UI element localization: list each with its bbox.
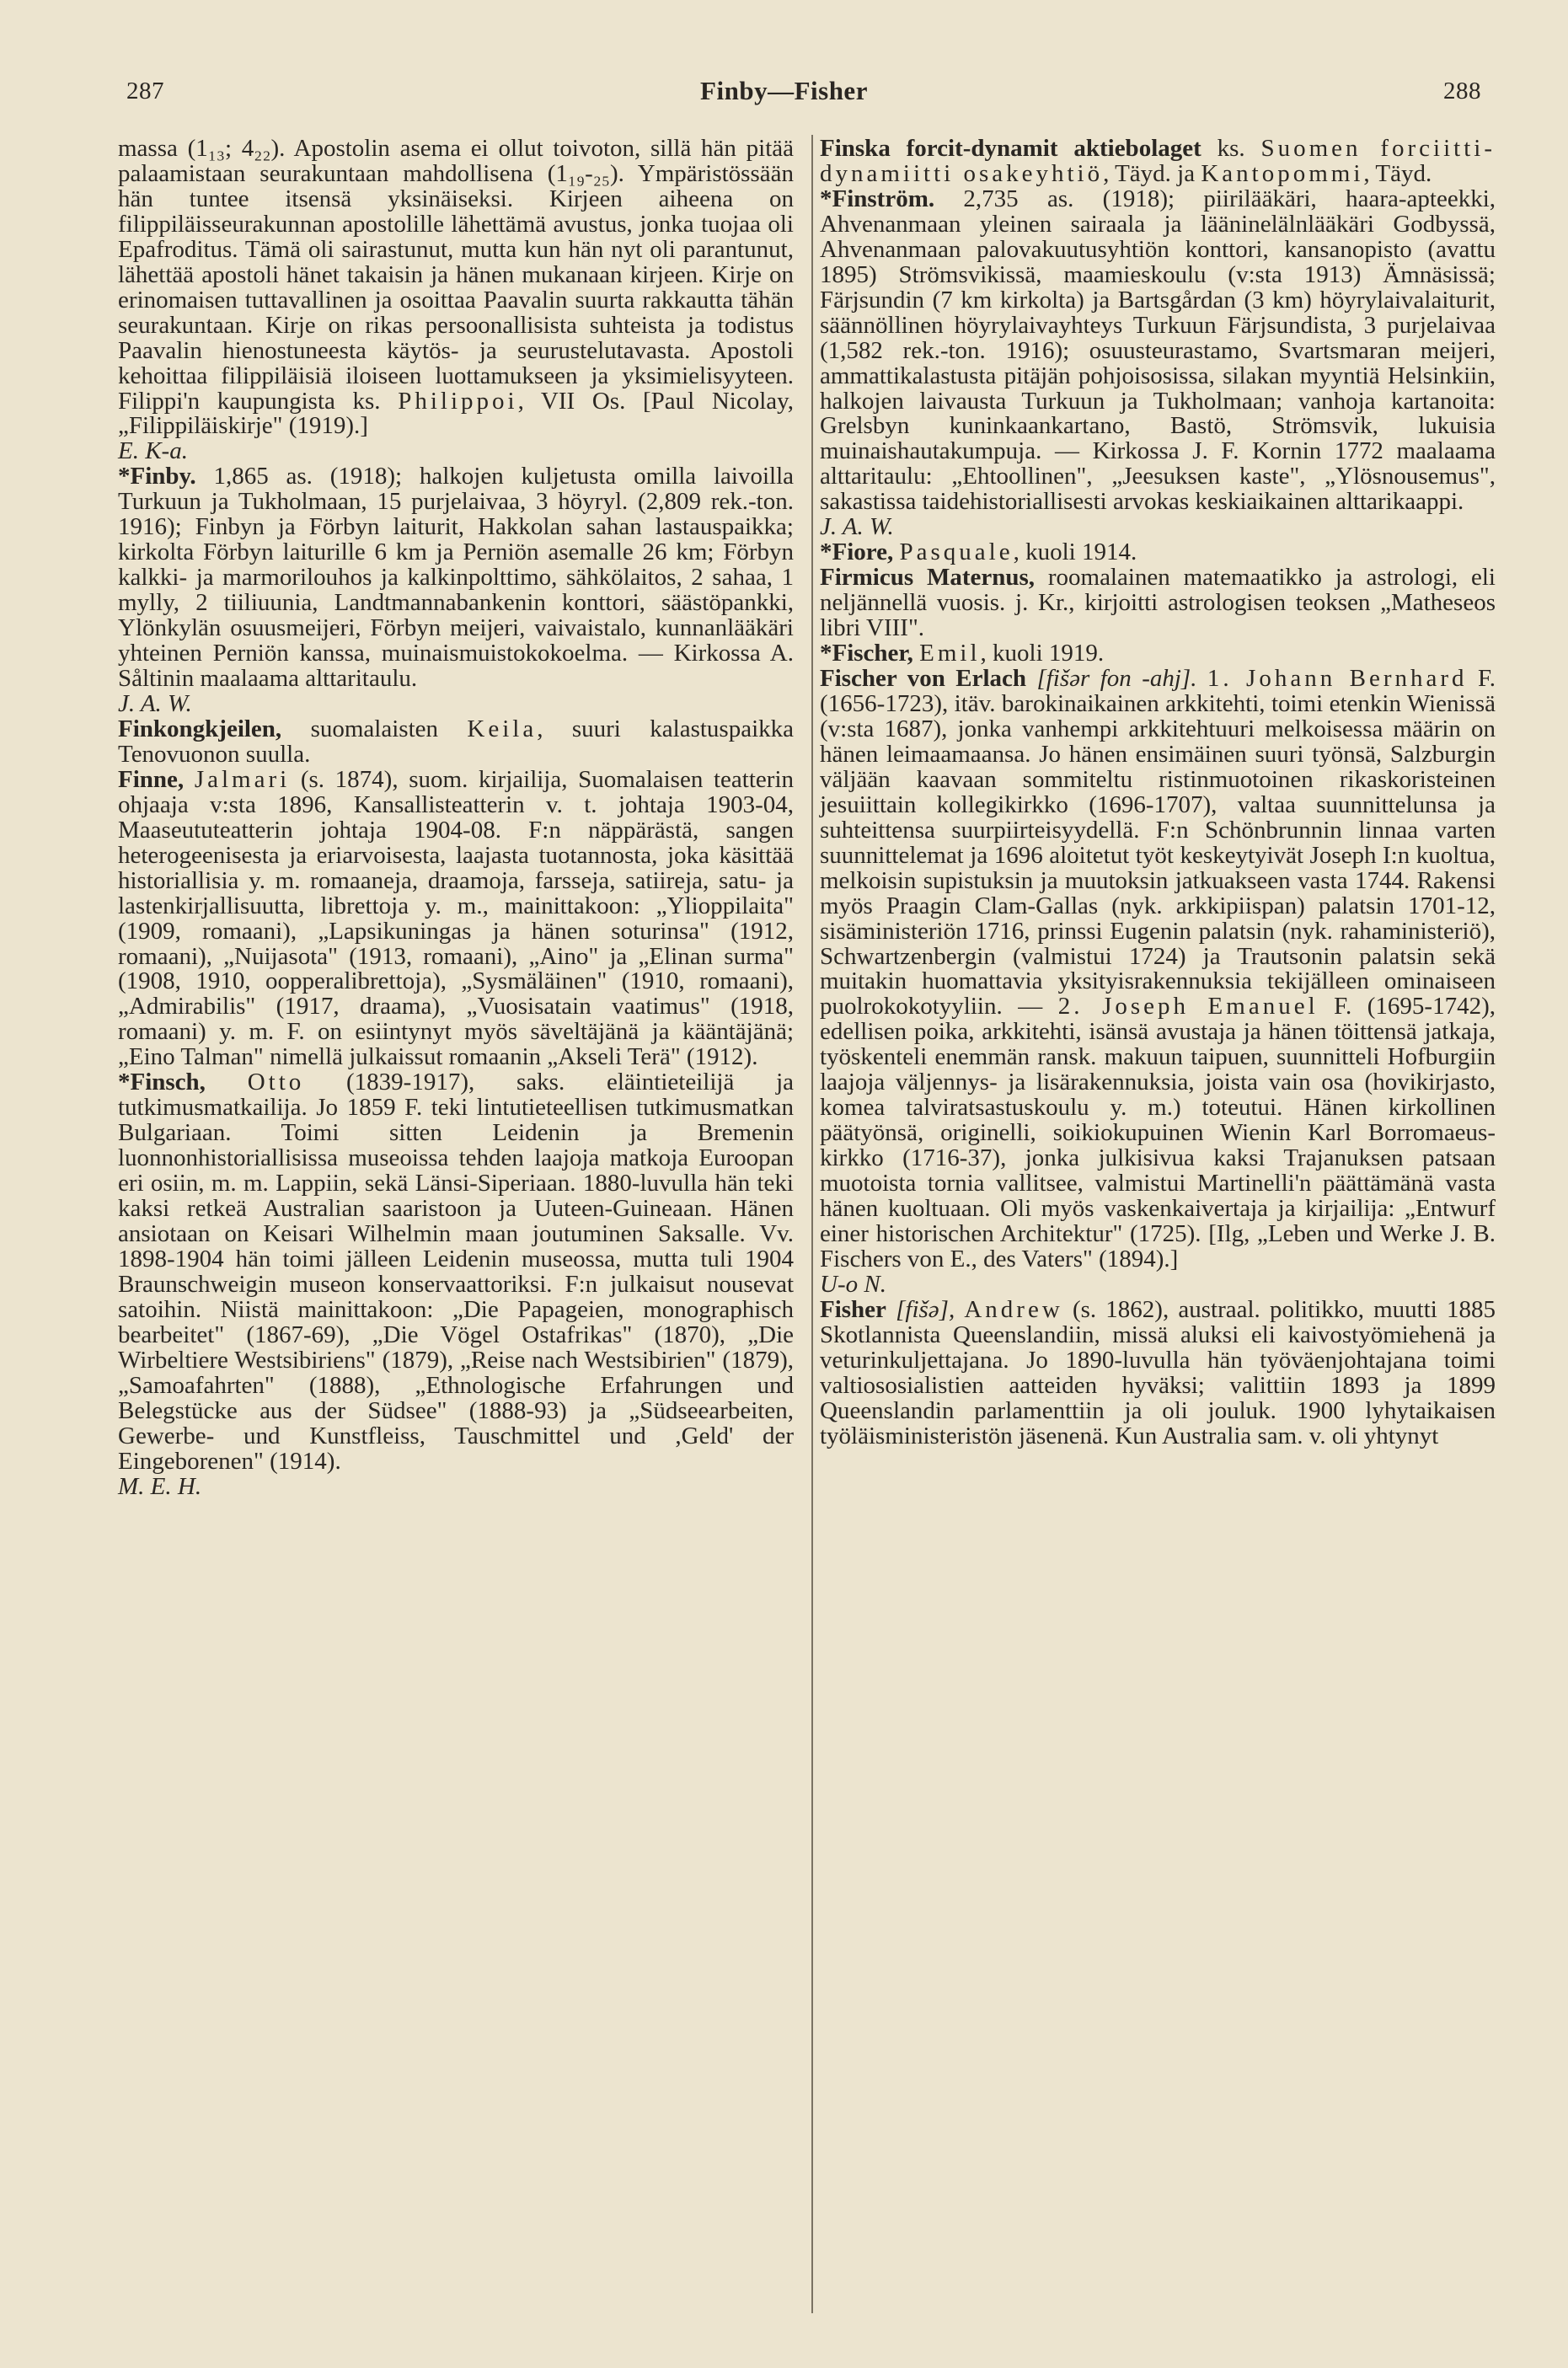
page-number-right: 288 [1443, 78, 1481, 104]
entry-finstrom [820, 187, 1496, 540]
entry-finkongkjeilen [118, 717, 794, 768]
cross-reference: Suomen forciitti-dynamiitti osakeyhtiö [820, 135, 1496, 187]
cross-reference: Philippoi [398, 387, 518, 415]
cross-reference: Kantopommi [1201, 159, 1364, 187]
entry-body: , Täyd. [1363, 159, 1432, 187]
entry-firmicus [820, 565, 1496, 641]
entry-name: Andrew [964, 1295, 1063, 1323]
pronunciation: [fišə], [886, 1295, 965, 1323]
entry-headword: *Finström. [820, 185, 935, 212]
entry-body: F. (1695-1742), edellisen poika, arkkitehti, isänsä avustaja ja hänen töittensä jatkaja, työskenteli enemmän ransk. makuun taipuen, suunnitteli Hofburgiin laajoja väljennys- ja lisärakennuksia, joista vain osa (hovikirjasto, komea talviratsastuskoulu y. m.) toteutui. Hänen kirkollinen päätyönsä, originelli, soikiokupuinen Wienin Karl Borromaeus-kirkko (1716-37), jonka julkisivua kaksi Trajanuksen patsaan muotoista tornia vallitsee, valmistui Martinelli'n päättämänä vasta hänen kuoltuaan. Oli myös vaskenkaivertaja ja kirjailija: „Entwurf einer historischen Architektur" (1725). [Ilg, „Leben und Werke J. B. Fischers von E., des Vaters" (1894).] [820, 993, 1496, 1272]
entry-body: 1,865 as. (1918); halkojen kuljetusta omilla laivoilla Turkuun ja Tukholmaan, 15 purjelaivaa, 3 höyryl. (2,809 rek.-ton. 1916); Finbyn ja Förbyn laiturit, Hakkolan sahan lastauspaikka; kirkolta Förbyn laiturille 6 km ja Perniön asemalle 26 km; Förbyn kalkki- ja marmorilouhos ja kalkinpolttimo, sähkölaitos, 2 sahaa, 1 mylly, 2 tiiliuunia, Landtmannabankenin konttori, säästöpankki, Ylönkylän osuusmeijeri, Förbyn meijeri, vaivaistalo, kunnanlääkäri yhteinen Perniön kanssa, muinaismuistokokoelma. — Kirkossa A. Såltinin maalaama alttaritaulu. [118, 463, 794, 693]
entry-body: , suuri kalastuspaikka Tenovuonon suulla. [118, 715, 794, 768]
entry-name: Keila [467, 715, 538, 742]
page-number-left: 287 [126, 78, 164, 104]
left-column [118, 137, 794, 1499]
entry-body: 2,735 as. (1918); piirilääkäri, haara-apteekki, Ahvenanmaan yleinen sairaala ja lääninelälnlääkäri Godbyssä, Ahvenanmaan palovakuutusyhtiön konttori, kansanopisto (avattu 1895) Strömsvikissä, maamieskoulu (v:sta 1913) Ämnäsissä; Färjsundin (7 km kirkolta) ja Bartsgårdan (3 km) höyrylaivalaiturit, säännöllinen höyrylaivayhteys Turkuun Färjsundista, 3 purjelaivaa (1,582 rek.-ton. 1916); osuusteurastamo, Svartsmaran meijeri, ammattikalastusta pitäjän pohjoisosissa, silakan myyntiä Helsinkiin, halkojen laivausta Turkuun ja Tukholmaan; vanhoja kartanoita: Grelsbyn kuninkaankartano, Bastö, Strömsvik, lukuisia muinaishautakumpuja. — Kirkossa J. F. Kornin 1772 maalaama alttaritaulu: „Ehtoollinen", „Jeesuksen kaste", „Ylösnousemus", sakastissa taidehistoriallisesti arvokas keskiaikainen alttarikaappi. [820, 185, 1496, 516]
entry-name: Jalmari [194, 765, 291, 793]
entry-headword: Firmicus Maternus, [820, 564, 1036, 592]
entry-body: , kuoli 1919. [980, 640, 1105, 667]
entry-headword: Finkongkjeilen, [118, 715, 282, 742]
author-signature: J. A. W. [820, 513, 894, 541]
entry-body: , VII Os. [Paul Nicolay, „Filippiläiskirje" (1919).] [118, 387, 794, 440]
entry-body: roomalainen matemaatikko ja astrologi, eli neljännellä vuosis. j. Kr., kirjoitti astrologisen teoksen „Matheseos libri VIII". [820, 564, 1496, 642]
running-head: Finby—Fisher [700, 76, 868, 105]
entry-finne [118, 765, 794, 1071]
author-signature: J. A. W. [118, 689, 192, 717]
entry-headword: *Finby. [118, 463, 196, 490]
entry-name: Emil [919, 640, 981, 667]
entry-body: F. (1656-1723), itäv. barokinaikainen arkkitehti, toimi etenkin Wienissä (v:sta 1687), jonka vanhempi arkkitehtuuri melkoisessa määrin on hänen leimaamaansa. Jo hänen ensimäinen suuri työnsä, Salzburgin väljään kaavaan sommiteltu ristinmuotoinen rikaskoristeinen jesuiittain kollegikirkko (1696-1707), valtaa suunnittelunsa ja suhteittensa suurpiirteisyydellä. F:n Schönbrunnin linnaa varten suunnittelemat ja 1696 aloitetut työt keskeytyivät Joseph I:n kuoltua, melkoisin supistuksin ja muutoksin jatkuakseen vasta 1744. Rakensi myös Praagin Clam-Gallas (nyk. arkkipiispan) palatsin 1701-12, sisäministeriön 1716, prinssi Eugenin palatsin (nyk. rahaministeriö), Schwartzenbergin (valmistui 1724) ja Trautsonin palatsin sekä muitakin huomattavia yksityisrakennuksia tekijälleen ominaiseen puolrokokotyyliin. — [820, 665, 1496, 1021]
entry-headword: *Fiore, [820, 538, 894, 566]
entry-continuation [118, 137, 794, 464]
entry-headword: Finne, [118, 765, 185, 793]
entry-headword: Finska forcit-dynamit aktiebolaget [820, 135, 1201, 162]
entry-finby [118, 464, 794, 717]
entry-fisher-andrew [820, 1295, 1496, 1449]
entry-headword: Fischer von Erlach [820, 665, 1027, 693]
column-divider [811, 135, 813, 2313]
author-signature: M. E. H. [118, 1472, 202, 1500]
entry-name: 1. Johann Bernhard [1207, 665, 1468, 693]
author-signature: E. K-a. [118, 437, 188, 465]
entry-finska-forcit [820, 137, 1496, 187]
entry-body: (s. 1874), suom. kirjailija, Suomalaisen teatterin ohjaaja v:sta 1896, Kansallisteatterin v. t. johtaja 1903-04, Maaseututeatterin johtaja 1904-08. F:n näppärästä, sangen heterogeenisesta ja eriarvoisesta, laajasta tuotannosta, joka käsittää historiallisia y. m. romaaneja, draamoja, farsseja, satiireja, satu- ja lastenkirjallisuutta, librettoja y. m., mainittakoon: „Ylioppilaita" (1909, romaani), „Lapsikuningas ja hänen soturinsa" (1912, romaani), „Nuijasota" (1913, romaani), „Aino" ja „Elinan surma" (1908, 1910, oopperalibrettoja), „Sysmäläinen" (1910, romaani), „Admirabilis" (1917, draama), „Vuosisatain vaatimus" (1918, romaani) y. m. F. on esiintynyt myös säveltäjänä ja kääntäjänä; „Eino Talman" nimellä julkaissut romaanin „Akseli Terä" (1912). [118, 765, 794, 1071]
entry-body: massa (1₁₃; 4₂₂). Apostolin asema ei ollut toivoton, sillä hän pitää palaamistaan seurakuntaan mahdollisena (1₁₉-₂₅). Ympäristössään hän tuntee itsensä yksinäiseksi. Kirjeen aiheena on filippiläisseurakunnan apostolille lähettämä avustus, jonka tuojaa oli Epafroditus. Tämä oli sairastunut, mutta kun hän nyt oli parantunut, lähettää apostoli hänet takaisin ja hänen mukanaan kirjeen. Kirje on erinomaisen tuttavallinen ja osoittaa Paavalin suurta rakkautta tähän seurakuntaan. Kirje on rikas persoonallisista suhteista ja todistus Paavalin hienostuneesta käytös- ja seurustelutavasta. Apostoli kehoittaa filippiläisiä iloiseen luottamukseen ja yksimielisyyteen. Filippi'n kaupungista ks. [118, 135, 794, 415]
pronunciation: [fišər fon -ahj]. [1026, 665, 1207, 693]
entry-body: (s. 1862), austraal. politikko, muutti 1885 Skotlannista Queenslandiin, missä aluksi eli kaivostyömiehenä ja veturinkuljettajana. Jo 1890-luvulla hän työväenjohtajana toimi valtiososialistien aatteiden hyväksi; valittiin 1893 ja 1899 Queenslandin parlamenttiin ja oli jouluk. 1900 lyhytaikaisen työläisministeristön jäsenenä. Kun Australia sam. v. oli yhtynyt [820, 1295, 1496, 1449]
author-signature: U-o N. [820, 1270, 886, 1298]
entry-headword: *Fischer, [820, 640, 913, 667]
right-column [820, 137, 1496, 1449]
entry-fiore [820, 540, 1496, 565]
entry-fischer-von-erlach [820, 667, 1496, 1298]
entry-name: Pasquale [899, 538, 1014, 566]
entry-body: , kuoli 1914. [1013, 538, 1137, 566]
entry-body: , Täyd. ja [1103, 159, 1201, 187]
entry-headword: Fisher [820, 1295, 886, 1323]
entry-name: 2. Joseph Emanuel [1057, 993, 1319, 1021]
entry-fischer-emil [820, 641, 1496, 667]
entry-name: Otto [247, 1069, 305, 1096]
entry-finsch [118, 1070, 794, 1499]
entry-headword: *Finsch, [118, 1069, 206, 1096]
entry-body: ks. [1201, 135, 1261, 162]
entry-body: (1839-1917), saks. eläintieteilijä ja tutkimusmatkailija. Jo 1859 F. teki lintutieteellisen tutkimusmatkan Bulgariaan. Toimi sitten Leidenin ja Bremenin luonnonhistoriallisissa museoissa tehden laajoja matkoja Euroopan eri osiin, m. m. Lappiin, sekä Länsi-Siperiaan. 1880-luvulla hän teki kaksi retkeä Australian saaristoon ja Uuteen-Guineaan. Hänen ansiotaan on Keisari Wilhelmin maan joutuminen Saksalle. Vv. 1898-1904 hän toimi jälleen Leidenin museossa, mutta tuli 1904 Braunschweigin museon konservaattoriksi. F:n julkaisut nousevat satoihin. Niistä mainittakoon: „Die Papageien, monographisch bearbeitet" (1867-69), „Die Vögel Ostafrikas" (1870), „Die Wirbeltiere Westsibiriens" (1879), „Reise nach Westsibirien" (1879), „Samoafahrten" (1888), „Ethnologische Erfahrungen und Belegstücke aus der Südsee" (1888-93) ja „Südseearbeiten, Gewerbe- und Kunstfleiss, Tauschmittel und ,Geld' der Eingeborenen" (1914). [118, 1069, 795, 1475]
entry-body: suomalaisten [281, 715, 468, 742]
